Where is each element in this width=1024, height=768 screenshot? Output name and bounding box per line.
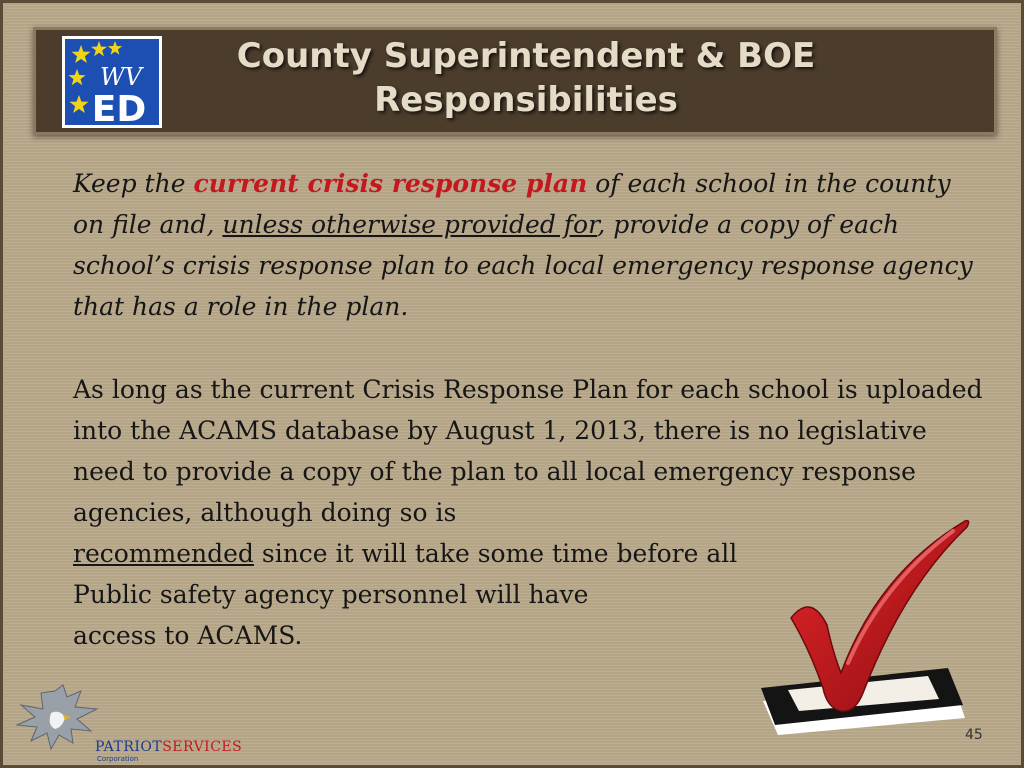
para2-text-3: Public safety agency personnel will have [73, 580, 589, 609]
para1-text-1: Keep the [73, 169, 194, 198]
star-icon [72, 45, 91, 63]
paragraph-1 [73, 163, 983, 327]
para2-text-1: As long as the current Crisis Response Plan for each school is uploaded into the ACAMS database by August 1, 2013, there is no legislative need to provide a copy of the plan to all local emergency response agencies, although doing so is [73, 375, 983, 527]
unless-provided-underline: unless otherwise provided for [222, 210, 598, 239]
brand-name [95, 739, 242, 755]
star-icon [108, 41, 122, 55]
brand-subtitle: Corporation [97, 755, 139, 763]
title-line-1: County Superintendent & BOE [236, 36, 816, 76]
para1-text-3: , provide a copy of each school’s crisis response plan to each local emergency response agency that has a role in the plan. [73, 210, 973, 321]
checkmark-icon [753, 513, 973, 738]
brand-services: SERVICES [162, 739, 243, 755]
brand-patriot: PATRIOT [95, 739, 163, 755]
star-icon [68, 69, 85, 85]
star-icon [70, 95, 89, 113]
wv-text: WV [100, 63, 142, 91]
recommended-underline: recommended [73, 539, 254, 568]
patriot-services-logo [11, 683, 261, 768]
page-number: 45 [965, 727, 983, 743]
para2-text-4: access to ACAMS. [73, 621, 303, 650]
ed-text: ED [91, 89, 147, 125]
title-bar [33, 27, 997, 135]
star-icon [91, 41, 107, 56]
para1-text-2: of each school in the county on file and, [73, 169, 951, 239]
title-line-2: Responsibilities [374, 80, 678, 120]
wv-ed-logo-graphic [65, 39, 159, 125]
wv-ed-logo [62, 36, 162, 128]
eagle-icon [11, 683, 101, 765]
para2-text-2: since it will take some time before all [253, 539, 738, 568]
crisis-plan-highlight: current crisis response plan [193, 169, 588, 198]
slide-title [196, 34, 856, 122]
